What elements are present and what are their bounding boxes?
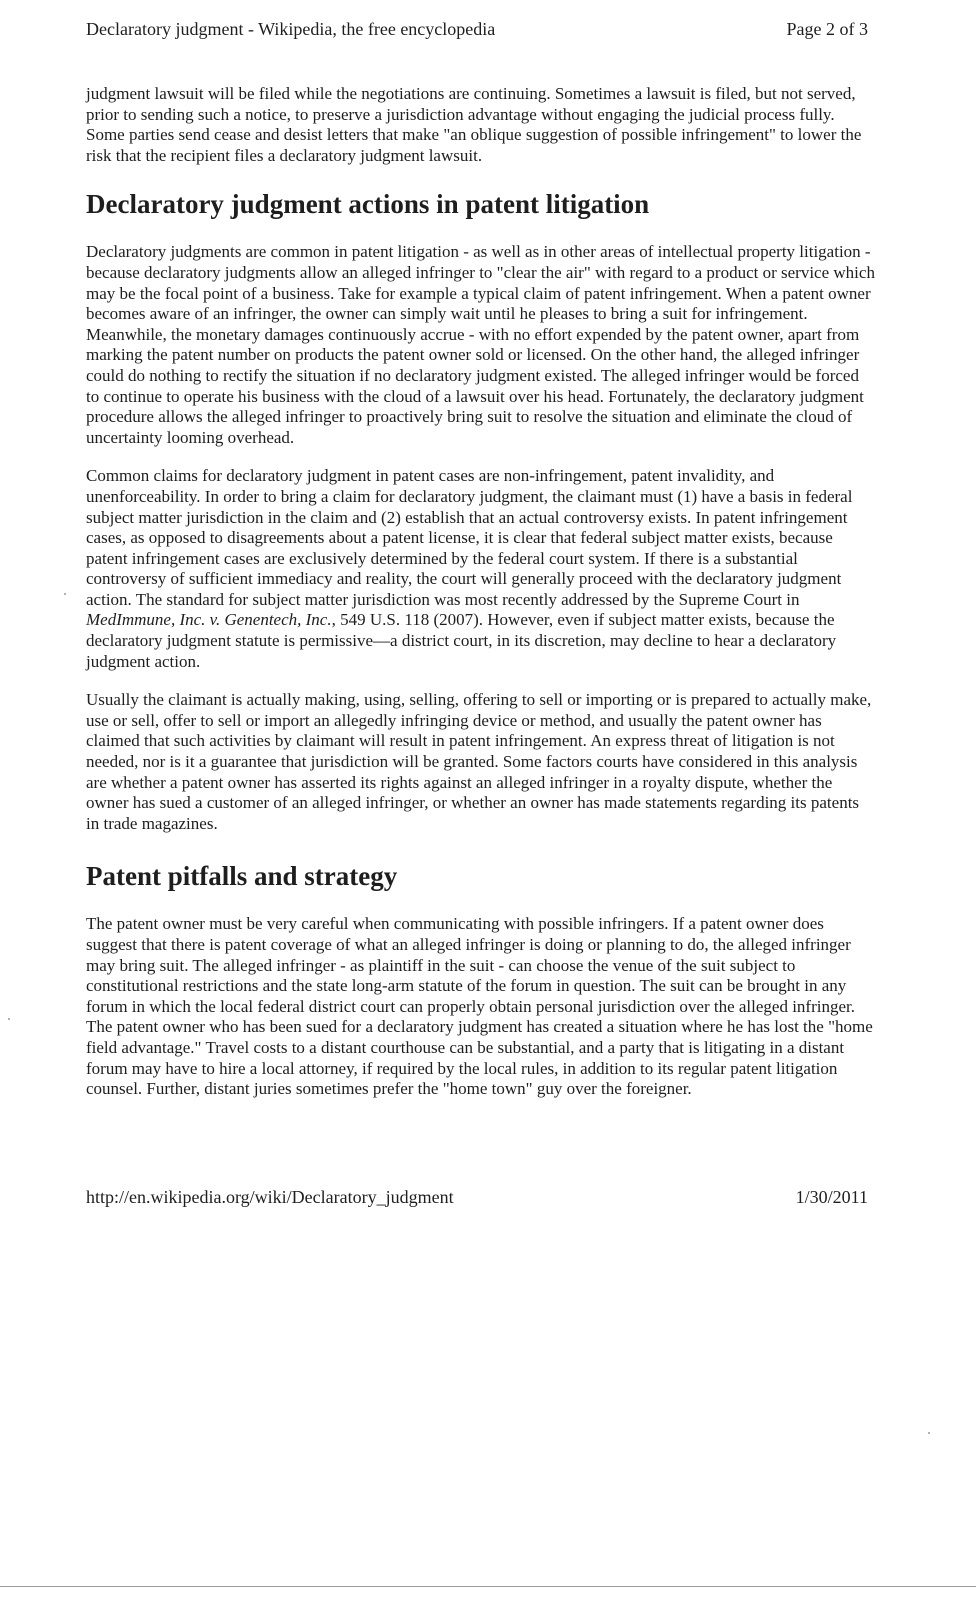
page-footer bbox=[86, 1187, 868, 1208]
scan-speck bbox=[928, 1432, 930, 1434]
footer-url: http://en.wikipedia.org/wiki/Declaratory_judgment bbox=[86, 1187, 454, 1207]
scan-edge-line bbox=[0, 1586, 976, 1587]
scan-speck bbox=[8, 1018, 10, 1020]
paragraph: The patent owner must be very careful when communicating with possible infringers. If a patent owner does suggest that there is patent coverage of what an alleged infringer is doing or planning to do, the alleged infringer may bring suit. The alleged infringer - as plaintiff in the suit - can choose the venue of the suit subject to constitutional restrictions and the state long-arm statute of the forum in question. The suit can be brought in any forum in which the local federal district court can properly obtain personal jurisdiction over the alleged infringer. The patent owner who has been sued for a declaratory judgment has created a situation where he has lost the "home field advantage." Travel costs to a distant courthouse can be substantial, and a party that is litigating in a distant forum may have to hire a local attorney, if required by the local rules, in addition to its regular patent litigation counsel. Further, distant juries sometimes prefer the "home town" guy over the foreigner. bbox=[86, 914, 873, 1099]
scan-speck bbox=[64, 593, 66, 595]
section-heading-patent-pitfalls: Patent pitfalls and strategy bbox=[86, 861, 398, 892]
page-header bbox=[86, 19, 868, 43]
paragraph-text: , 549 U.S. 118 (2007). However, even if subject matter exists, because the declaratory judgment statute is permissive—a district court, in its discretion, may decline to hear a declaratory judgment action. bbox=[86, 610, 837, 671]
section-heading-patent-litigation: Declaratory judgment actions in patent litigation bbox=[86, 189, 650, 220]
print-date: 1/30/2011 bbox=[795, 1187, 868, 1207]
paragraph: Usually the claimant is actually making, using, selling, offering to sell or importing or is prepared to actually make, use or sell, offer to sell or import an allegedly infringing device or method, and usually the patent owner has claimed that such activities by claimant will result in patent infringement. An express threat of litigation is not needed, nor is it a guarantee that jurisdiction will be granted. Some factors courts have considered in this analysis are whether a patent owner has asserted its rights against an alleged infringer in a royalty dispute, whether the owner has sued a customer of an alleged infringer, or whether an owner has made statements regarding its patents in trade magazines. bbox=[86, 690, 872, 833]
paragraph bbox=[86, 466, 876, 672]
intro-paragraph: judgment lawsuit will be filed while the negotiations are continuing. Sometimes a lawsuit is filed, but not served, prior to sending such a notice, to preserve a jurisdiction advantage without engaging the judicial process fully. Some parties send cease and desist letters that make "an oblique suggestion of possible infringement" to lower the risk that the recipient files a declaratory judgment lawsuit. bbox=[86, 84, 862, 165]
page-number: Page 2 of 3 bbox=[786, 19, 868, 39]
article-body bbox=[86, 84, 876, 1100]
paragraph-text: Common claims for declaratory judgment in patent cases are non-infringement, patent invalidity, and unenforceability. In order to bring a claim for declaratory judgment, the claimant must (1) have a basis in federal subject matter jurisdiction in the claim and (2) establish that an actual controversy exists. In patent infringement cases, as opposed to disagreements about a patent license, it is clear that federal subject matter exists, because patent infringement cases are exclusively determined by the federal court system. If there is a substantial controversy of sufficient immediacy and reality, the court will generally proceed with the declaratory judgment action. The standard for subject matter jurisdiction was most recently addressed by the Supreme Court in bbox=[86, 466, 853, 609]
paragraph: Declaratory judgments are common in patent litigation - as well as in other areas of intellectual property litigation - because declaratory judgments allow an alleged infringer to "clear the air" with regard to a product or service which may be the focal point of a business. Take for example a typical claim of patent infringement. When a patent owner becomes aware of an infringer, the owner can simply wait until he pleases to bring a suit for infringement. Meanwhile, the monetary damages continuously accrue - with no effort expended by the patent owner, apart from marking the patent number on products the patent owner sold or licensed. On the other hand, the alleged infringer could do nothing to rectify the situation if no declaratory judgment existed. The alleged infringer would be forced to continue to operate his business with the cloud of a lawsuit over his head. Fortunately, the declaratory judgment procedure allows the alleged infringer to proactively bring suit to resolve the situation and eliminate the cloud of uncertainty looming overhead. bbox=[86, 242, 875, 447]
case-citation: MedImmune, Inc. v. Genentech, Inc. bbox=[86, 610, 332, 630]
document-title: Declaratory judgment - Wikipedia, the free encyclopedia bbox=[86, 19, 496, 39]
